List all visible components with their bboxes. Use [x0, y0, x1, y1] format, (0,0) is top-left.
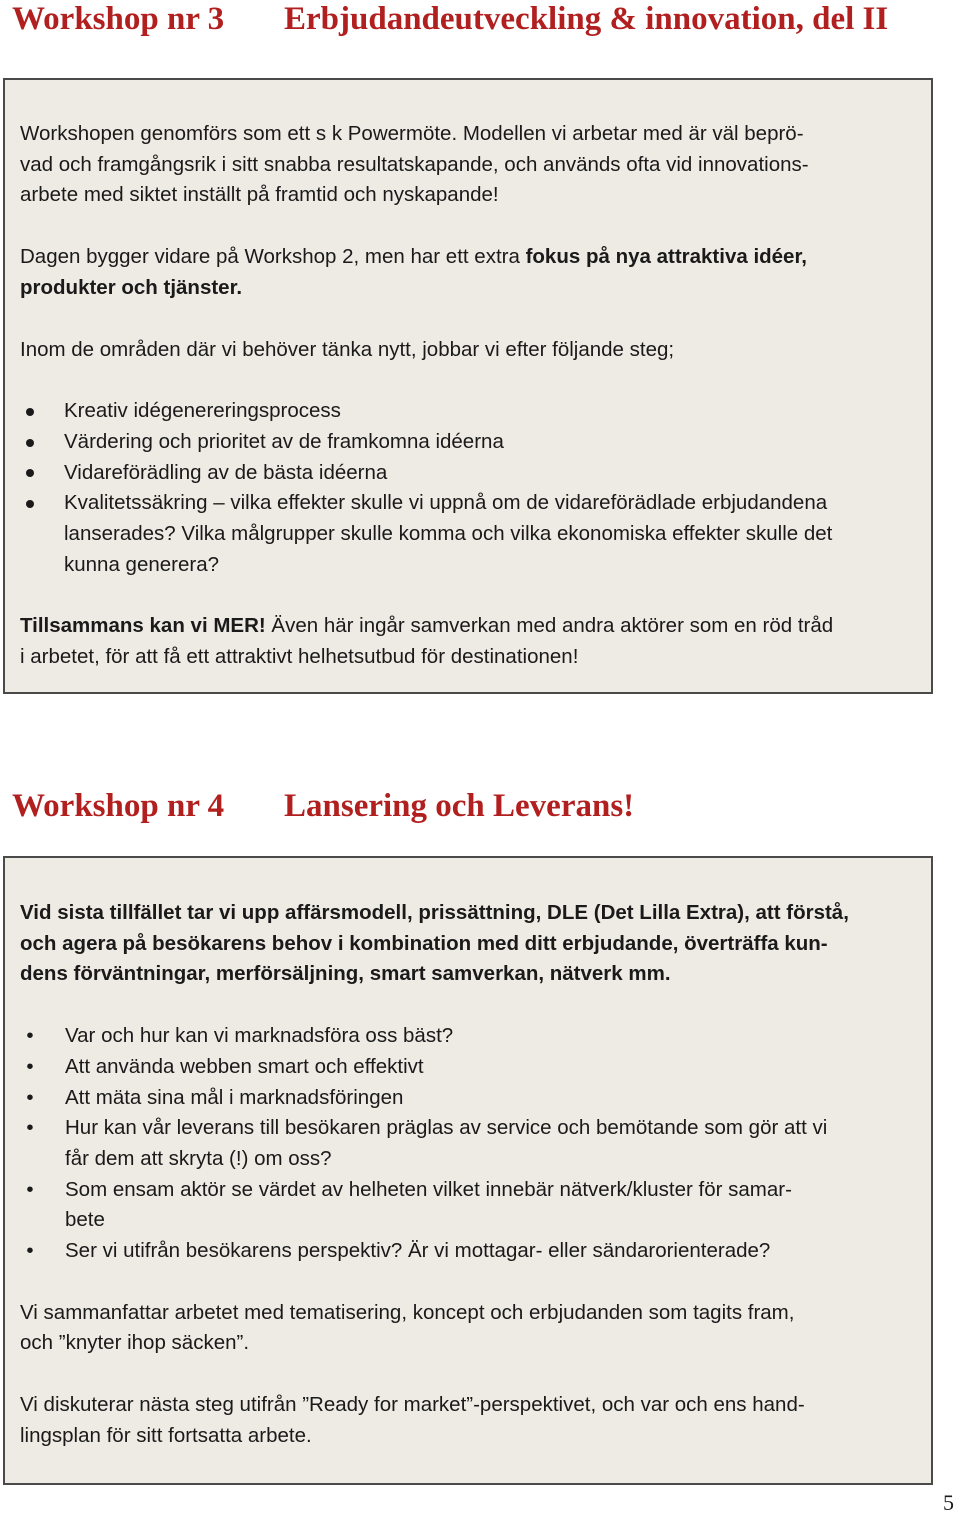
next-line: lingsplan för sitt fortsatta arbete.	[20, 1423, 312, 1447]
list-item	[20, 427, 915, 458]
workshop3-heading	[12, 3, 888, 36]
intro-line: vad och framgångsrik i sitt snabba resultatskapande, och används ofta vid innovations-	[20, 152, 809, 176]
list-item-text: kunna generera?	[64, 552, 220, 576]
list-item-text: får dem att skryta (!) om oss?	[65, 1146, 332, 1170]
list-item-text: Ser vi utifrån besökarens perspektiv? Är vi mottagar- eller sändarorienterade?	[65, 1239, 771, 1263]
bullet-icon	[20, 427, 40, 458]
workshop4-summary	[20, 1298, 915, 1359]
workshop4-heading	[12, 790, 634, 823]
intro-bold-line: Vid sista tillfället tar vi upp affärsmodell, prissättning, DLE (Det Lilla Extra), att förstå,	[20, 901, 849, 924]
focus-bold-line2: produkter och tjänster.	[20, 275, 243, 299]
bullet-icon: •	[26, 1024, 34, 1048]
list-item	[20, 1052, 915, 1083]
bullet-icon	[20, 396, 40, 427]
list-item	[20, 396, 915, 427]
workshop4-box	[3, 856, 933, 1485]
next-line: Vi diskuterar nästa steg utifrån ”Ready for market”-perspektivet, och var och ens hand-	[20, 1393, 805, 1417]
list-item	[20, 1113, 915, 1174]
focus-prefix: Dagen bygger vidare på Workshop 2, men har ett extra	[20, 245, 526, 269]
intro-line: arbete med siktet inställt på framtid och nyskapande!	[20, 183, 499, 207]
list-item	[20, 1083, 915, 1114]
summary-line: och ”knyter ihop säcken”.	[20, 1331, 250, 1355]
workshop4-title: Lansering och Leverans!	[284, 788, 635, 824]
list-item	[20, 1236, 915, 1267]
bullet-icon	[20, 458, 40, 489]
list-item-text: lanserades? Vilka målgrupper skulle komma och vilka ekonomiska effekter skulle det	[64, 522, 833, 546]
workshop3-box	[3, 78, 933, 694]
workshop3-title: Erbjudandeutveckling & innovation, del II	[284, 1, 889, 37]
page-number: 5	[943, 1490, 954, 1515]
focus-bold: fokus på nya attraktiva idéer,	[525, 245, 808, 269]
list-item	[20, 458, 915, 489]
list-item-text: Att mäta sina mål i marknadsföringen	[65, 1085, 404, 1109]
workshop4-number: Workshop nr 4	[12, 788, 225, 824]
list-item-text: bete	[65, 1208, 105, 1232]
intro-bold-line: dens förväntningar, merförsäljning, smart samverkan, nätverk mm.	[20, 962, 671, 986]
workshop3-number: Workshop nr 3	[12, 1, 225, 37]
workshop3-together	[20, 611, 915, 672]
list-item	[20, 1021, 915, 1052]
summary-line: Vi sammanfattar arbetet med tematisering, koncept och erbjudanden som tagits fram,	[20, 1300, 795, 1324]
list-item	[20, 488, 915, 580]
workshop4-items-list	[20, 1021, 915, 1267]
list-item-text: Vidareförädling av de bästa idéerna	[64, 460, 388, 484]
bullet-icon: •	[26, 1116, 34, 1140]
bullet-icon	[20, 488, 40, 519]
list-item-text: Att använda webben smart och effektivt	[65, 1054, 424, 1078]
together-rest: Även här ingår samverkan med andra aktörer som en röd tråd	[265, 614, 834, 638]
workshop4-next-steps	[20, 1390, 915, 1451]
workshop3-intro	[20, 119, 915, 211]
bullet-icon: •	[26, 1239, 34, 1263]
bullet-icon: •	[26, 1085, 34, 1109]
list-item-text: Kvalitetssäkring – vilka effekter skulle vi uppnå om de vidareförädlade erbjudandena	[64, 491, 828, 515]
list-item-text: Kreativ idégenereringsprocess	[64, 399, 341, 423]
bullet-icon: •	[26, 1054, 34, 1078]
workshop3-steps-intro: Inom de områden där vi behöver tänka nytt, jobbar vi efter följande steg;	[20, 337, 675, 361]
workshop4-intro	[20, 898, 915, 990]
list-item-text: Värdering och prioritet av de framkomna idéerna	[64, 429, 504, 453]
list-item-text: Hur kan vår leverans till besökaren präglas av service och bemötande som gör att vi	[65, 1116, 828, 1140]
together-line2: i arbetet, för att få ett attraktivt helhetsutbud för destinationen!	[20, 645, 579, 669]
intro-bold-line: och agera på besökarens behov i kombination med ditt erbjudande, överträffa kun-	[20, 931, 828, 955]
bullet-icon: •	[26, 1177, 34, 1201]
workshop3-steps-list	[20, 396, 915, 580]
workshop3-focus	[20, 242, 915, 303]
list-item-text: Som ensam aktör se värdet av helheten vilket innebär nätverk/kluster för samar-	[65, 1177, 792, 1201]
together-bold: Tillsammans kan vi MER!	[20, 614, 266, 638]
list-item-text: Var och hur kan vi marknadsföra oss bäst?	[65, 1024, 454, 1048]
list-item	[20, 1175, 915, 1236]
intro-line: Workshopen genomförs som ett s k Powermöte. Modellen vi arbetar med är väl beprö-	[20, 122, 804, 145]
